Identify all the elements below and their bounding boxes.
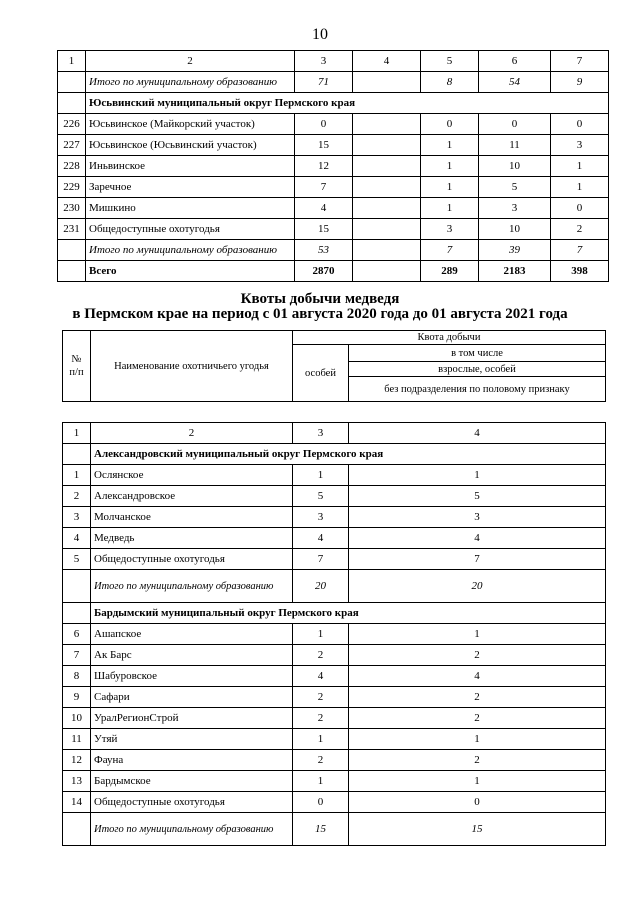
value-v4	[353, 177, 421, 198]
hunting-ground-name: Сафари	[91, 687, 293, 708]
value-v7: 0	[551, 198, 609, 219]
value-v7: 9	[551, 72, 609, 93]
row-number: 7	[63, 645, 91, 666]
column-numbers-row	[58, 51, 609, 72]
value-v3: 71	[295, 72, 353, 93]
row-number-cell	[58, 93, 86, 114]
value-v5: 3	[421, 219, 479, 240]
row-number-cell	[63, 444, 91, 465]
table-row	[63, 507, 606, 528]
header-including: в том числе	[349, 345, 606, 362]
table-row	[58, 72, 609, 93]
hunting-ground-name: Иньвинское	[86, 156, 295, 177]
quota-adults-no-sex: 2	[349, 645, 606, 666]
value-v5: 1	[421, 198, 479, 219]
table-row	[63, 687, 606, 708]
hunting-ground-name: Общедоступные охотугодья	[91, 549, 293, 570]
column-number: 1	[58, 51, 86, 72]
column-number: 3	[295, 51, 353, 72]
quota-individuals: 1	[293, 771, 349, 792]
value-v6: 54	[479, 72, 551, 93]
value-v4	[353, 135, 421, 156]
value-v3: 15	[295, 135, 353, 156]
row-number: 227	[58, 135, 86, 156]
table-row	[63, 570, 606, 603]
value-v3: 12	[295, 156, 353, 177]
row-number: 6	[63, 624, 91, 645]
subtotal-label: Итого по муниципальному образованию	[91, 813, 293, 846]
table-row	[63, 486, 606, 507]
value-v7: 0	[551, 114, 609, 135]
value-v4	[353, 156, 421, 177]
table-row	[58, 198, 609, 219]
value-v5: 1	[421, 135, 479, 156]
column-number: 3	[293, 423, 349, 444]
section-heading: Александровский муниципальный округ Пермского края	[91, 444, 606, 465]
table-row	[63, 603, 606, 624]
row-number	[58, 261, 86, 282]
subtotal-label: Итого по муниципальному образованию	[86, 72, 295, 93]
quota-adults-no-sex: 2	[349, 708, 606, 729]
hunting-ground-name: Фауна	[91, 750, 293, 771]
quota-adults-no-sex: 7	[349, 549, 606, 570]
row-number: 11	[63, 729, 91, 750]
column-number: 1	[63, 423, 91, 444]
quota-adults-no-sex: 1	[349, 624, 606, 645]
hunting-ground-name: Ашапское	[91, 624, 293, 645]
value-v7: 398	[551, 261, 609, 282]
quota-adults-no-sex: 4	[349, 528, 606, 549]
quota-individuals: 0	[293, 792, 349, 813]
quota-individuals: 2	[293, 750, 349, 771]
quota-adults-no-sex: 1	[349, 729, 606, 750]
table-row	[58, 240, 609, 261]
quota-adults-no-sex: 1	[349, 465, 606, 486]
table-row	[58, 156, 609, 177]
table-row	[58, 219, 609, 240]
value-v4	[353, 198, 421, 219]
subtotal-label: Итого по муниципальному образованию	[86, 240, 295, 261]
hunting-ground-name: Утяй	[91, 729, 293, 750]
quota-individuals: 2	[293, 708, 349, 729]
quota-individuals: 15	[293, 813, 349, 846]
row-number-cell	[63, 603, 91, 624]
hunting-ground-name: УралРегионСтрой	[91, 708, 293, 729]
quota-individuals: 2	[293, 645, 349, 666]
value-v6: 39	[479, 240, 551, 261]
hunting-ground-name: Юсьвинское (Юсьвинский участок)	[86, 135, 295, 156]
row-number: 226	[58, 114, 86, 135]
quota-individuals: 4	[293, 666, 349, 687]
value-v5: 289	[421, 261, 479, 282]
hunting-ground-name: Общедоступные охотугодья	[91, 792, 293, 813]
value-v4	[353, 261, 421, 282]
value-v3: 53	[295, 240, 353, 261]
table-row	[63, 792, 606, 813]
table-row	[63, 813, 606, 846]
quota-adults-no-sex: 1	[349, 771, 606, 792]
value-v4	[353, 219, 421, 240]
value-v6: 10	[479, 156, 551, 177]
quota-individuals: 4	[293, 528, 349, 549]
row-number: 8	[63, 666, 91, 687]
value-v5: 8	[421, 72, 479, 93]
value-v4	[353, 240, 421, 261]
row-number	[58, 72, 86, 93]
quota-adults-no-sex: 4	[349, 666, 606, 687]
row-number: 10	[63, 708, 91, 729]
header-no-sex: без подразделения по половому признаку	[349, 377, 606, 402]
value-v6: 11	[479, 135, 551, 156]
table-row	[63, 444, 606, 465]
value-v3: 0	[295, 114, 353, 135]
hunting-ground-name: Ак Барс	[91, 645, 293, 666]
quota-table-continued-body	[58, 51, 609, 282]
value-v3: 7	[295, 177, 353, 198]
value-v4	[353, 72, 421, 93]
value-v5: 1	[421, 156, 479, 177]
row-number: 4	[63, 528, 91, 549]
column-number: 5	[421, 51, 479, 72]
hunting-ground-name: Общедоступные охотугодья	[86, 219, 295, 240]
value-v3: 2870	[295, 261, 353, 282]
hunting-ground-name: Молчанское	[91, 507, 293, 528]
value-v7: 1	[551, 177, 609, 198]
column-number: 4	[349, 423, 606, 444]
column-number: 2	[86, 51, 295, 72]
table-row	[58, 261, 609, 282]
table-row	[63, 750, 606, 771]
section-heading: Юсьвинский муниципальный округ Пермского края	[86, 93, 609, 114]
value-v5: 0	[421, 114, 479, 135]
row-number: 3	[63, 507, 91, 528]
quota-table-continued	[57, 50, 609, 282]
table-row	[63, 771, 606, 792]
page-number: 10	[312, 26, 328, 43]
hunting-ground-name: Мишкино	[86, 198, 295, 219]
table-row	[63, 666, 606, 687]
table-row	[63, 528, 606, 549]
quota-adults-no-sex: 0	[349, 792, 606, 813]
table-row	[58, 93, 609, 114]
column-numbers-row	[63, 423, 606, 444]
quota-adults-no-sex: 2	[349, 687, 606, 708]
quota-individuals: 2	[293, 687, 349, 708]
hunting-ground-name: Бардымское	[91, 771, 293, 792]
row-number: 228	[58, 156, 86, 177]
quota-individuals: 1	[293, 624, 349, 645]
quota-adults-no-sex: 2	[349, 750, 606, 771]
value-v4	[353, 114, 421, 135]
header-number: № п/п	[63, 331, 91, 402]
row-number: 2	[63, 486, 91, 507]
quota-adults-no-sex: 5	[349, 486, 606, 507]
column-number: 2	[91, 423, 293, 444]
table-row	[63, 549, 606, 570]
quota-individuals: 5	[293, 486, 349, 507]
quota-individuals: 3	[293, 507, 349, 528]
value-v6: 3	[479, 198, 551, 219]
section-heading: Бардымский муниципальный округ Пермского края	[91, 603, 606, 624]
subtotal-label: Итого по муниципальному образованию	[91, 570, 293, 603]
value-v5: 1	[421, 177, 479, 198]
row-number: 13	[63, 771, 91, 792]
row-number: 230	[58, 198, 86, 219]
row-number: 14	[63, 792, 91, 813]
hunting-ground-name: Заречное	[86, 177, 295, 198]
row-number: 9	[63, 687, 91, 708]
row-number: 1	[63, 465, 91, 486]
value-v7: 2	[551, 219, 609, 240]
bear-quota-table-body	[63, 331, 606, 846]
hunting-ground-name: Медведь	[91, 528, 293, 549]
header-name: Наименование охотничьего угодья	[91, 331, 293, 402]
quota-individuals: 20	[293, 570, 349, 603]
bear-quota-table	[62, 330, 606, 846]
column-number: 7	[551, 51, 609, 72]
value-v3: 4	[295, 198, 353, 219]
row-number: 229	[58, 177, 86, 198]
value-v6: 5	[479, 177, 551, 198]
value-v3: 15	[295, 219, 353, 240]
table-row	[58, 135, 609, 156]
value-v7: 3	[551, 135, 609, 156]
header-quota: Квота добычи	[293, 331, 606, 345]
hunting-ground-name: Шабуровское	[91, 666, 293, 687]
quota-individuals: 1	[293, 465, 349, 486]
value-v6: 10	[479, 219, 551, 240]
table-row	[63, 729, 606, 750]
quota-individuals: 7	[293, 549, 349, 570]
column-number: 6	[479, 51, 551, 72]
value-v7: 7	[551, 240, 609, 261]
hunting-ground-name: Александровское	[91, 486, 293, 507]
header-adults: взрослые, особей	[349, 362, 606, 377]
section-title-line1: Квоты добычи медведя	[240, 291, 400, 307]
column-number: 4	[353, 51, 421, 72]
value-v6: 2183	[479, 261, 551, 282]
quota-adults-no-sex: 3	[349, 507, 606, 528]
table-row	[63, 645, 606, 666]
hunting-ground-name: Юсьвинское (Майкорский участок)	[86, 114, 295, 135]
value-v6: 0	[479, 114, 551, 135]
hunting-ground-name: Ослянское	[91, 465, 293, 486]
table-row	[63, 708, 606, 729]
table-row	[63, 465, 606, 486]
row-number	[63, 570, 91, 603]
row-number: 12	[63, 750, 91, 771]
quota-adults-no-sex: 15	[349, 813, 606, 846]
row-number: 5	[63, 549, 91, 570]
row-number	[58, 240, 86, 261]
quota-adults-no-sex: 20	[349, 570, 606, 603]
table-row	[58, 114, 609, 135]
quota-individuals: 1	[293, 729, 349, 750]
header-individuals: особей	[293, 345, 349, 402]
row-number: 231	[58, 219, 86, 240]
table-row	[58, 177, 609, 198]
row-number	[63, 813, 91, 846]
table-row	[63, 624, 606, 645]
grand-total-label: Всего	[86, 261, 295, 282]
value-v5: 7	[421, 240, 479, 261]
section-title-line2: в Пермском крае на период с 01 августа 2020 года до 01 августа 2021 года	[72, 306, 568, 322]
value-v7: 1	[551, 156, 609, 177]
